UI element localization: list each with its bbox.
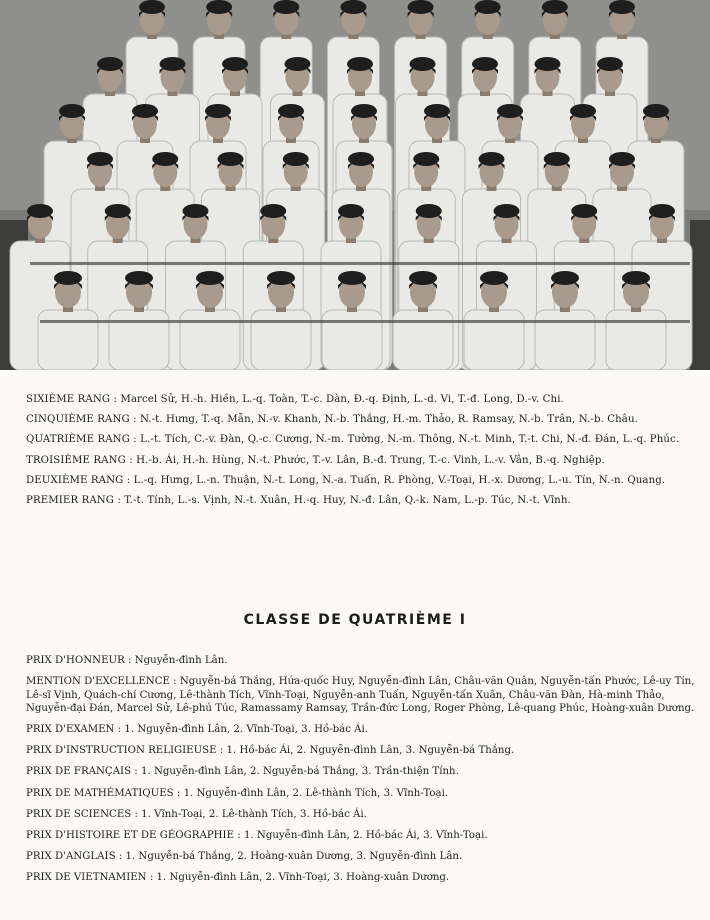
rank-names: L.-q. Hưng, L.-n. Thuận, N.-t. Long, N.-a. Tuấn, R. Phòng, V.-Toại, H.-x. Dương, L.-u. Tín, N.-n. Quang. (133, 474, 666, 486)
prize-winners: 1. Nguyễn-bá Thắng, 2. Hoàng-xuân Dương, 3. Nguyễn-đình Lân. (125, 851, 463, 863)
prize-row: PRIX D'EXAMEN : 1. Nguyễn-đình Lân, 2. Vĩnh-Toại, 3. Hồ-bác Ái. (26, 723, 369, 735)
row-caption-list (26, 393, 696, 514)
prize-winners: 1. Nguyễn-đình Lân, 2. Hồ-bác Ái, 3. Vĩnh-Toại. (243, 829, 488, 841)
prize-winners: Nguyễn-đình Lân. (134, 655, 228, 666)
prize-winners: 1. Nguyễn-đình Lân, 2. Vĩnh-Toại, 3. Hoàng-xuân Dương. (156, 872, 450, 884)
prize-row: PRIX DE FRANÇAIS : 1. Nguyễn-đình Lân, 2. Nguyễn-bá Thắng, 3. Trần-thiện Tính. (26, 766, 459, 778)
prize-label: PRIX D'ANGLAIS (26, 851, 116, 863)
prize-row: PRIX D'ANGLAIS : 1. Nguyễn-bá Thắng, 2. Hoàng-xuân Dương, 3. Nguyễn-đình Lân. (26, 851, 463, 863)
rank-label: PREMIER RANG (26, 495, 115, 507)
prize-label: PRIX D'HISTOIRE ET DE GÉOGRAPHIE (26, 829, 235, 841)
rank-label: SIXIÈME RANG (26, 394, 111, 405)
prize-row: PRIX D'HISTOIRE ET DE GÉOGRAPHIE : 1. Nguyễn-đình Lân, 2. Hồ-bác Ái, 3. Vĩnh-Toại. (26, 829, 488, 841)
prize-label: PRIX DE VIETNAMIEN (26, 872, 147, 884)
rank-names: Marcel Sử, H.-h. Hiền, L.-q. Toàn, T.-c. Dàn, Đ.-q. Định, L.-d. Vi, T.-đ. Long, D.-v. Chi. (120, 394, 564, 405)
rank-label: DEUXIÈME RANG (26, 474, 124, 486)
prize-winners: 1. Nguyễn-đình Lân, 2. Lê-thành Tích, 3. Vĩnh-Toại. (183, 787, 449, 799)
class-photograph (0, 0, 710, 370)
prize-row: PRIX DE VIETNAMIEN : 1. Nguyễn-đình Lân, 2. Vĩnh-Toại, 3. Hoàng-xuân Dương. (26, 872, 450, 884)
prize-label: PRIX D'HONNEUR (26, 655, 125, 666)
rank-row: TROISIÈME RANG : H.-b. Ái, H.-h. Hùng, N.-t. Phước, T.-v. Lân, B.-đ. Trung, T.-c. Vinh, L.-v. Vân, B.-q. Nghiệp. (26, 454, 605, 466)
prize-row: PRIX D'INSTRUCTION RELIGIEUSE : 1. Hồ-bác Ái, 2. Nguyễn-đình Lân, 3. Nguyễn-bá Thắng. (26, 745, 515, 757)
rank-row: DEUXIÈME RANG : L.-q. Hưng, L.-n. Thuận, N.-t. Long, N.-a. Tuấn, R. Phòng, V.-Toại, H.-x. Dương, L.-u. Tín, N.-n. Quang. (26, 474, 666, 486)
rank-label: TROISIÈME RANG (26, 454, 126, 466)
prize-row: PRIX DE SCIENCES : 1. Vĩnh-Toại, 2. Lê-thành Tích, 3. Hồ-bác Ái. (26, 808, 367, 820)
prize-label: PRIX D'EXAMEN (26, 723, 115, 735)
rank-names: H.-b. Ái, H.-h. Hùng, N.-t. Phước, T.-v. Lân, B.-đ. Trung, T.-c. Vinh, L.-v. Vân, B.-q. Nghiệp. (136, 454, 605, 466)
rank-row: QUATRIÈME RANG : L.-t. Tích, C.-v. Đàn, Q.-c. Cương, N.-m. Tường, N.-m. Thông, N.-t. Minh, T.-t. Chi, N.-đ. Đán, L.-q. Phúc. (26, 434, 680, 446)
prize-label: PRIX DE FRANÇAIS (26, 766, 132, 778)
prize-winners: Nguyễn-bá Thắng, Hứa-quốc Huy, Nguyễn-đình Lân, Châu-văn Quân, Nguyễn-tấn Phước, Lê-uy Tín, Lê-sĩ Vịnh, Quách-chí Cương, Lê-thành Tích, Vĩnh-Toại, Nguyễn-anh Tuấn, Nguyễn-tấn Xuân, Châu-văn Đàn, Hà-minh Thảo, Nguyễn-đại Đán, Marcel Sử, Lê-phú Túc, Ramassamy Ramsay, Trần-đức Long, Roger Phòng, Lê-quang Phúc, Hoàng-xuân Dương. (26, 676, 695, 715)
prize-label: MENTION D'EXCELLENCE (26, 676, 170, 688)
prize-list (26, 654, 698, 892)
rank-row: SIXIÈME RANG : Marcel Sử, H.-h. Hiền, L.-q. Toàn, T.-c. Dàn, Đ.-q. Định, L.-d. Vi, T.-đ. Long, D.-v. Chi. (26, 394, 564, 405)
prize-row: PRIX D'HONNEUR : Nguyễn-đình Lân. (26, 655, 228, 666)
prize-label: PRIX DE SCIENCES (26, 808, 132, 820)
rank-names: L.-t. Tích, C.-v. Đàn, Q.-c. Cương, N.-m. Tường, N.-m. Thông, N.-t. Minh, T.-t. Chi, N.-đ. Đán, L.-q. Phúc. (140, 434, 680, 446)
prize-winners: 1. Nguyễn-đình Lân, 2. Vĩnh-Toại, 3. Hồ-bác Ái. (124, 723, 369, 735)
rank-row: PREMIER RANG : T.-t. Tính, L.-s. Vịnh, N.-t. Xuân, H.-q. Huy, N.-đ. Lân, Q.-k. Nam, L.-p. Túc, N.-t. Vĩnh. (26, 495, 571, 507)
prize-winners: 1. Hồ-bác Ái, 2. Nguyễn-đình Lân, 3. Nguyễn-bá Thắng. (226, 745, 515, 757)
prize-row: PRIX DE MATHÉMATIQUES : 1. Nguyễn-đình Lân, 2. Lê-thành Tích, 3. Vĩnh-Toại. (26, 787, 449, 799)
rank-label: QUATRIÈME RANG (26, 434, 130, 446)
rank-names: T.-t. Tính, L.-s. Vịnh, N.-t. Xuân, H.-q. Huy, N.-đ. Lân, Q.-k. Nam, L.-p. Túc, N.-t. Vĩnh. (124, 495, 571, 507)
rank-names: N.-t. Hưng, T.-q. Mẫn, N.-v. Khanh, N.-b. Thắng, H.-m. Thảo, R. Ramsay, N.-b. Trân, N.-b. Châu. (139, 414, 638, 426)
class-title: CLASSE DE QUATRIÈME I (243, 612, 467, 628)
prize-winners: 1. Nguyễn-đình Lân, 2. Nguyễn-bá Thắng, 3. Trần-thiện Tính. (140, 766, 459, 778)
prize-label: PRIX DE MATHÉMATIQUES (26, 787, 174, 799)
prize-label: PRIX D'INSTRUCTION RELIGIEUSE (26, 745, 217, 757)
rank-label: CINQUIÈME RANG (26, 414, 130, 426)
rank-row: CINQUIÈME RANG : N.-t. Hưng, T.-q. Mẫn, N.-v. Khanh, N.-b. Thắng, H.-m. Thảo, R. Ramsay, N.-b. Trân, N.-b. Châu. (26, 414, 638, 426)
prize-winners: 1. Vĩnh-Toại, 2. Lê-thành Tích, 3. Hồ-bác Ái. (141, 808, 367, 820)
prize-row: MENTION D'EXCELLENCE : Nguyễn-bá Thắng, Hứa-quốc Huy, Nguyễn-đình Lân, Châu-văn Quân, Nguyễn-tấn Phước, Lê-uy Tín, Lê-sĩ Vịnh, Quách-chí Cương, Lê-thành Tích, Vĩnh-Toại, Nguyễn-anh Tuấn, Nguyễn-tấn Xuân, Châu-văn Đàn, Hà-minh Thảo, Nguyễn-đại Đán, Marcel Sử, Lê-phú Túc, Ramassamy Ramsay, Trần-đức Long, Roger Phòng, Lê-quang Phúc, Hoàng-xuân Dương. (26, 676, 695, 715)
